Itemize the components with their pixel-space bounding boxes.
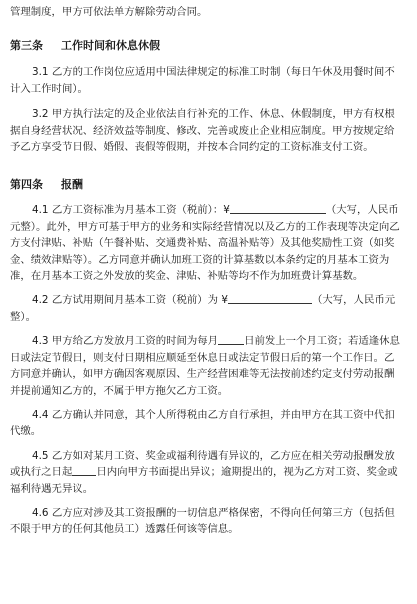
- section-number: 第四条: [10, 178, 43, 192]
- section-heading-3: [10, 38, 403, 54]
- clause-text: 日内向甲方书面提出异议；逾期提出的，视为乙方对工资、奖金或福利待遇无异议。: [10, 466, 398, 495]
- clause-4-4: 4.4 乙方确认并同意，其个人所得税由乙方自行承担，并由甲方在其工资中代扣代缴。: [10, 408, 395, 438]
- clause-text: 4.5 乙方如对某月工资、奖金或福利待遇有异议的，乙方应在相关劳动报酬发放或执行之日起: [10, 449, 395, 479]
- probation-salary-blank: [228, 292, 312, 304]
- section-heading-4: [10, 177, 403, 193]
- section-title: 报酬: [61, 178, 83, 192]
- clause-4-5: [10, 448, 403, 497]
- intro-paragraph: 管理制度，甲方可依法单方解除劳动合同。: [10, 6, 208, 18]
- salary-blank: [230, 202, 326, 214]
- clause-text: 4.2 乙方试用期间月基本工资（税前）为 ¥: [32, 294, 228, 307]
- pay-day-blank: [218, 333, 244, 345]
- clause-text: （大写，人民币元整）。此外，甲方可基于甲方的业务和实际经营情况以及乙方的工作表现等决定向乙方支付津贴、补贴（午餐补贴、交通费补贴、高温补贴等）及其他奖励性工资（如奖金、绩效津贴等）。乙方同意并确认加班工资的计算基数以本条约定的月基本工资为准，在月基本工资之外发放的奖金、津贴、补贴等均不作为加班费计算基数。: [10, 204, 400, 283]
- section-number: 第三条: [10, 39, 43, 53]
- clause-text: 4.1 乙方工资标准为月基本工资（税前）：¥: [32, 204, 230, 217]
- clause-text: （大写，人民币元整）。: [10, 294, 396, 323]
- clause-3-1: 3.1 乙方的工作岗位应适用中国法律规定的标准工时制（每日午休及用餐时间不计入工作时间）。: [10, 66, 395, 95]
- clause-text: 日前发上一个月工资；若适逢休息日或法定节假日，则支付日期相应顺延至休息日或法定节假日后的第一个工作日。乙方同意并确认，如甲方确因客观原因、生产经营困难等无法按前述约定支付劳动报酬并提前通知乙方的，不属于甲方拖欠乙方工资。: [10, 335, 400, 397]
- contract-page: [0, 4, 417, 604]
- clause-4-6: 4.6 乙方应对涉及其工资报酬的一切信息严格保密，不得向任何第三方（包括但不限于甲方的任何其他员工）透露任何该等信息。: [10, 506, 395, 536]
- clause-4-2: [10, 292, 403, 325]
- clause-4-3: [10, 333, 403, 399]
- clause-text: 4.3 甲方给乙方发放月工资的时间为每月: [32, 335, 219, 348]
- clause-3-2: 3.2 甲方执行法定的及企业依法自行补充的工作、休息、休假制度，甲方有权根据自身经营状况、经济效益等制度、修改、完善或废止企业相应制度。甲方按规定给予乙方享受节日假、婚假、丧假等假期，并按本合同约定的工资标准支付工资。: [10, 108, 395, 154]
- section-title: 工作时间和休息休假: [61, 39, 160, 53]
- objection-days-blank: [72, 464, 96, 476]
- clause-4-1: [10, 202, 403, 284]
